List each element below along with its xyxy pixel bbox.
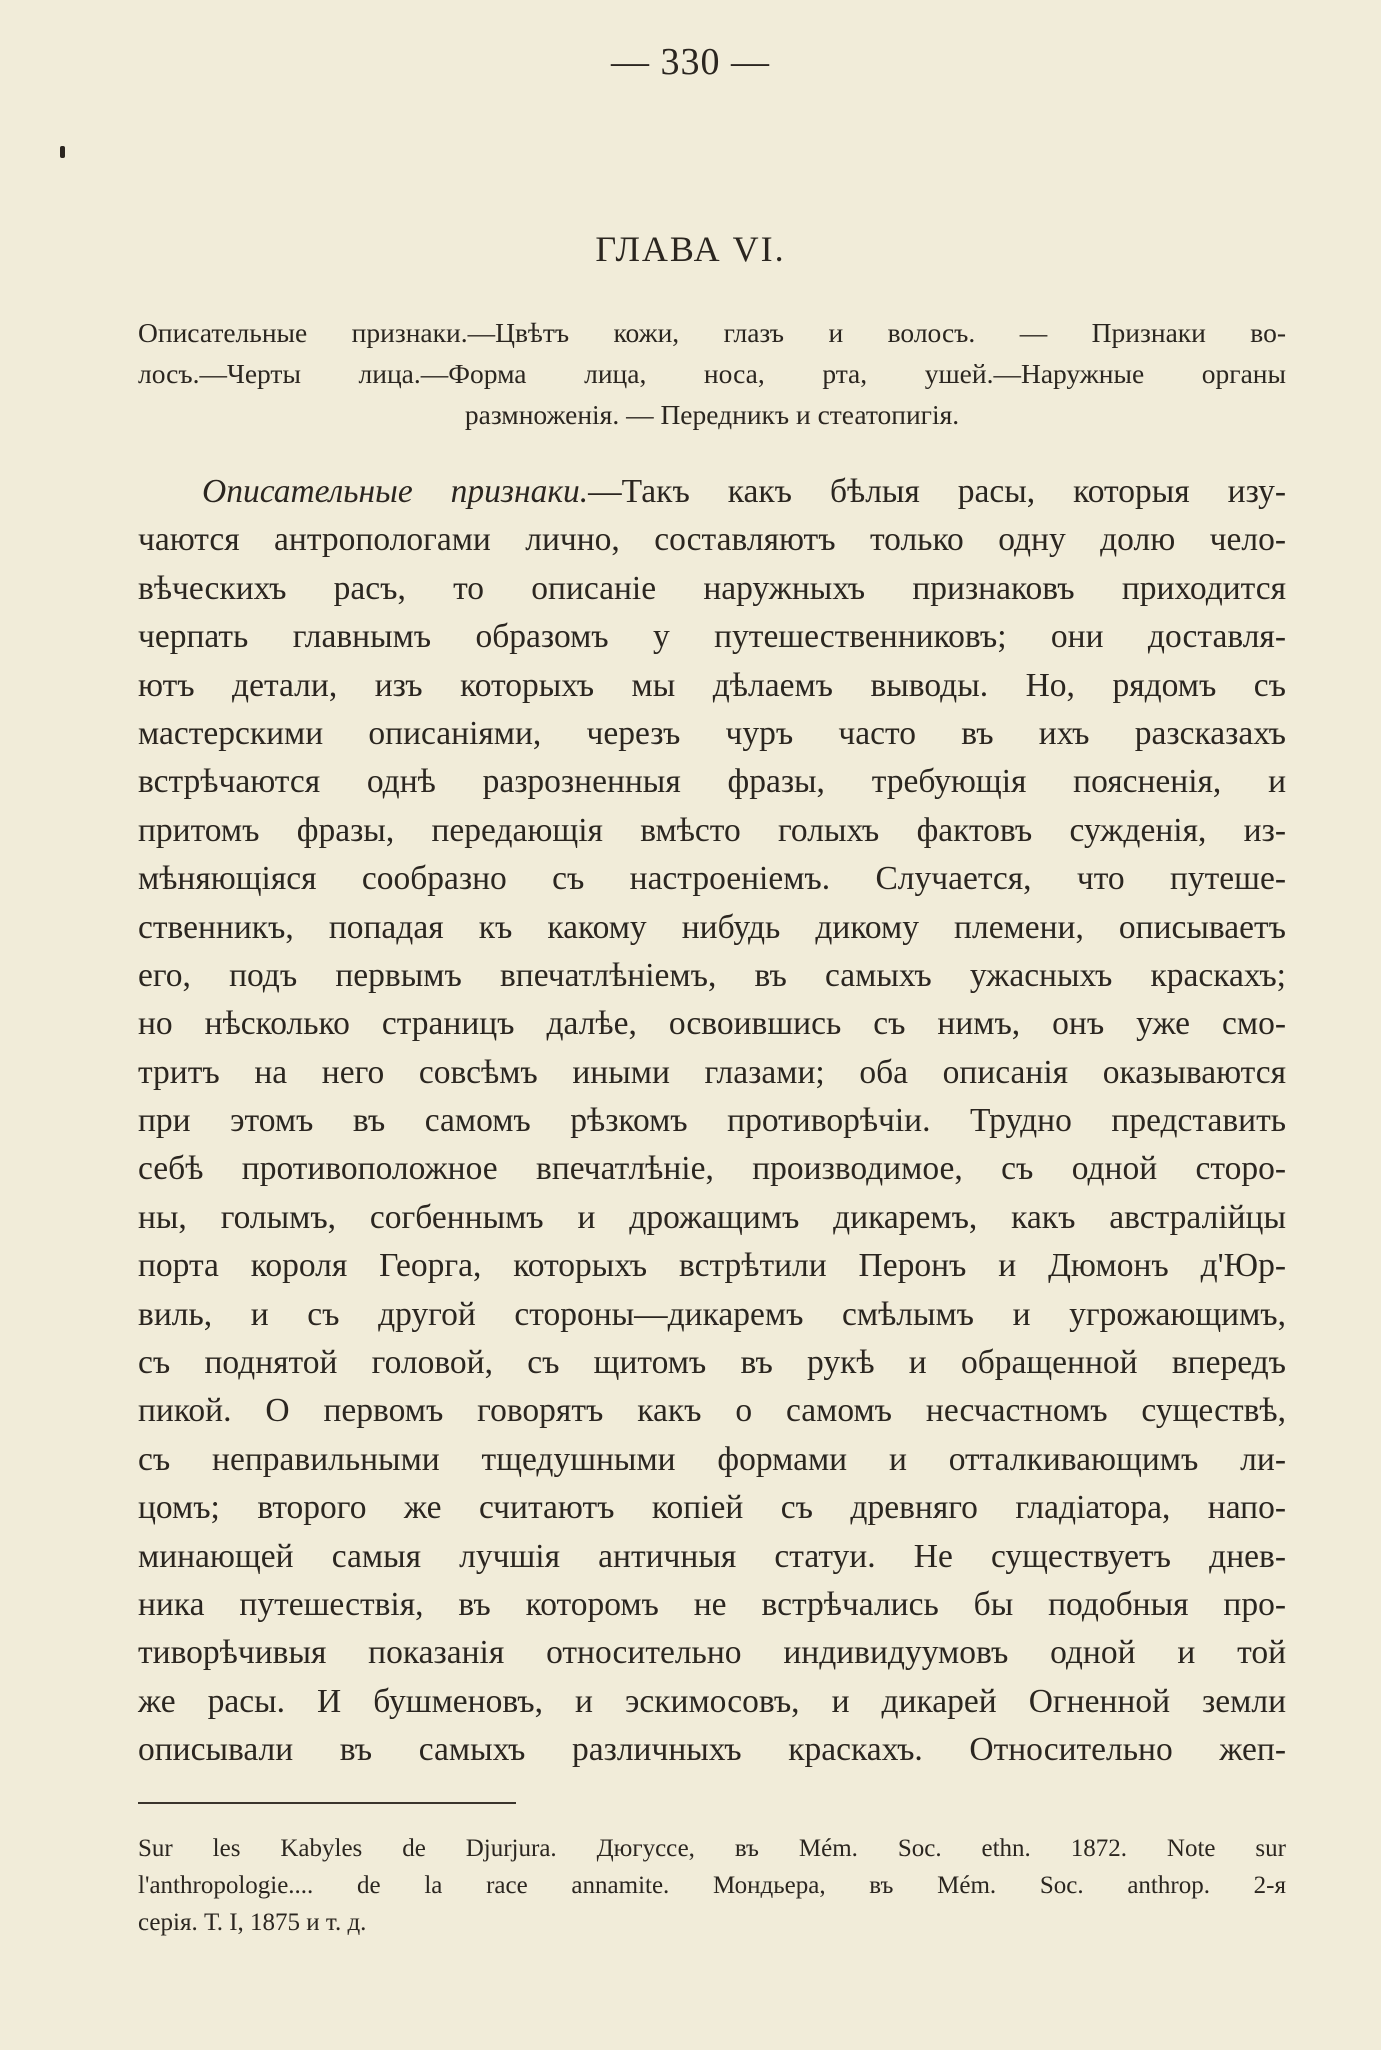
ink-speck — [60, 146, 65, 158]
chapter-title: ГЛАВА VI. — [595, 229, 786, 269]
body-line: себѣ противоположное впечатлѣніе, производимое, съ одной сторо- — [138, 1150, 1286, 1188]
body-line: встрѣчаются однѣ разрозненныя фразы, требующія поясненія, и — [138, 763, 1286, 801]
body-line: пикой. О первомъ говорятъ какъ о самомъ несчастномъ существѣ, — [138, 1392, 1286, 1430]
body-line: тиворѣчивыя показанія относительно индивидуумовъ одной и той — [138, 1634, 1286, 1672]
body-line-first — [138, 468, 1286, 516]
section-lead: Описательные признаки. — [202, 473, 589, 510]
body-line-first-rest: —Такъ какъ бѣлыя расы, которыя изу- — [588, 473, 1286, 510]
body-line: чаются антропологами лично, составляютъ только одну долю чело- — [138, 521, 1286, 559]
body-line: порта короля Георга, которыхъ встрѣтили Перонъ и Дюмонъ д'Юр- — [138, 1247, 1286, 1285]
body-line: ны, голымъ, согбеннымъ и дрожащимъ дикаремъ, какъ австралійцы — [138, 1198, 1286, 1236]
body-line: при этомъ въ самомъ рѣзкомъ противорѣчіи. Трудно представить — [138, 1102, 1286, 1140]
body-line: ственникъ, попадая къ какому нибудь дикому племени, описываетъ — [138, 908, 1286, 946]
body-line: цомъ; второго же считаютъ копіей съ древняго гладіатора, напо- — [138, 1489, 1286, 1527]
body-line: притомъ фразы, передающія вмѣсто голыхъ фактовъ сужденія, из- — [138, 811, 1286, 849]
body-line: съ поднятой головой, съ щитомъ въ рукѣ и обращенной впередъ — [138, 1344, 1286, 1382]
page-number: — 330 — — [611, 41, 770, 83]
body-line: же расы. И бушменовъ, и эскимосовъ, и дикарей Огненной земли — [138, 1682, 1286, 1720]
body-line: описывали въ самыхъ различныхъ краскахъ. Относительно жеп- — [138, 1731, 1286, 1769]
body-line: ютъ детали, изъ которыхъ мы дѣлаемъ выводы. Но, рядомъ съ — [138, 666, 1286, 704]
summary-line: размноженія. — Передникъ и стеатопигія. — [464, 399, 960, 430]
body-line: черпать главнымъ образомъ у путешественниковъ; они доставля- — [138, 618, 1286, 656]
body-line: тритъ на него совсѣмъ иными глазами; оба описанія оказываются — [138, 1053, 1286, 1091]
footnote-line: l'anthropologie.... de la race annamite. Мондьера, въ Mém. Soc. anthrop. 2-я — [138, 1872, 1286, 1899]
body-line: съ неправильными тщедушными формами и отталкивающимъ ли- — [138, 1440, 1286, 1478]
body-line: ника путешествія, въ которомъ не встрѣчались бы подобныя про- — [138, 1585, 1286, 1623]
summary-line: Описательные признаки.—Цвѣтъ кожи, глазъ и волосъ. — Признаки во- — [138, 317, 1286, 348]
footnote-line: Sur les Kabyles de Djurjura. Дюгуссе, въ Mém. Soc. ethn. 1872. Note sur — [138, 1835, 1286, 1862]
body-line: минающей самыя лучшія античныя статуи. Не существуетъ днев- — [138, 1537, 1286, 1575]
chapter-summary — [138, 312, 1286, 435]
body-line: его, подъ первымъ впечатлѣніемъ, въ самыхъ ужасныхъ краскахъ; — [138, 956, 1286, 994]
footnote — [138, 1830, 1286, 1941]
footnote-divider — [138, 1802, 516, 1804]
body-line: виль, и съ другой стороны—дикаремъ смѣлымъ и угрожающимъ, — [138, 1295, 1286, 1333]
body-line: мѣняющіяся сообразно съ настроеніемъ. Случается, что путеше- — [138, 860, 1286, 898]
summary-line: лосъ.—Черты лица.—Форма лица, носа, рта, ушей.—Наружные органы — [138, 358, 1286, 389]
footnote-line: серія. Т. I, 1875 и т. д. — [138, 1909, 367, 1936]
body-text — [138, 468, 1286, 1775]
body-line: но нѣсколько страницъ далѣе, освоившись съ нимъ, онъ уже смо- — [138, 1005, 1286, 1043]
body-line: мастерскими описаніями, черезъ чуръ часто въ ихъ разсказахъ — [138, 714, 1286, 752]
body-line: вѣческихъ расъ, то описаніе наружныхъ признаковъ приходится — [138, 569, 1286, 607]
